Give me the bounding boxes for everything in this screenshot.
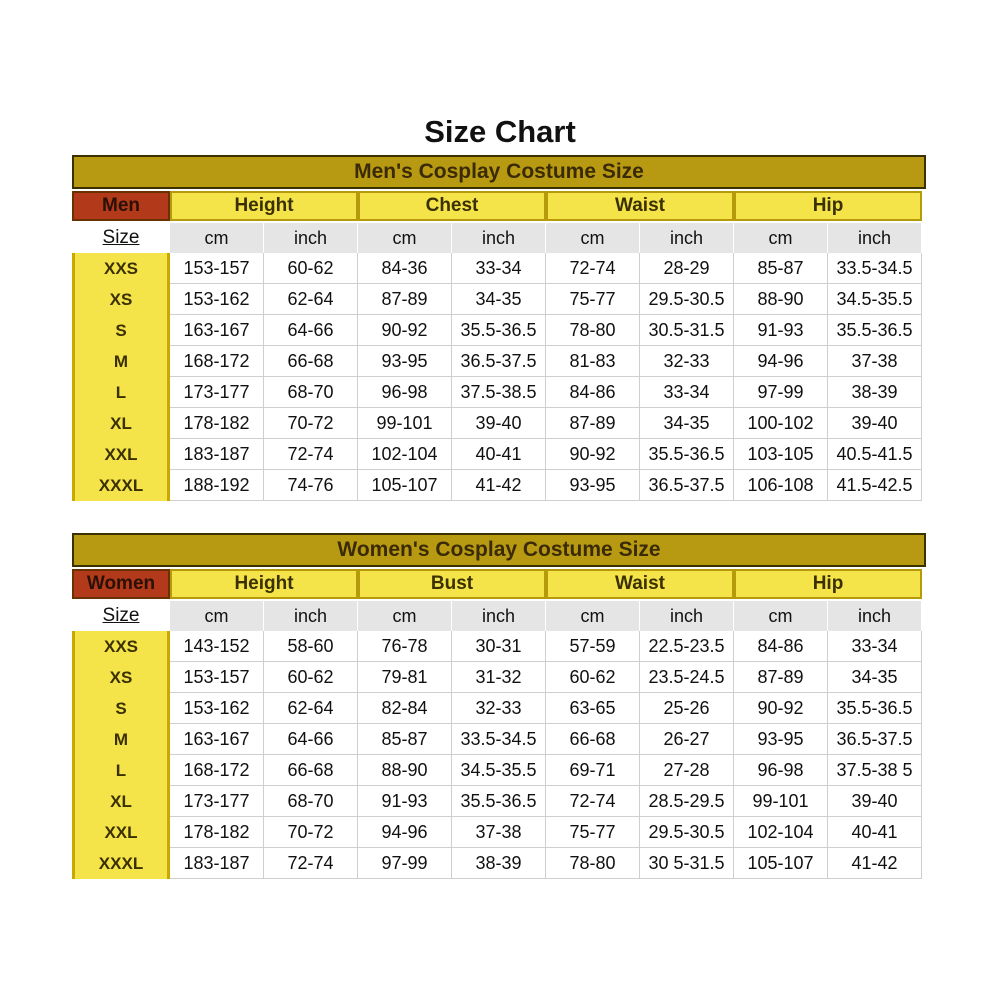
measurement-cell: 78-80: [546, 848, 640, 879]
size-label: XL: [72, 408, 170, 439]
measurement-cell: 41-42: [828, 848, 922, 879]
measurement-cell: 32-33: [452, 693, 546, 724]
measurement-cell: 173-177: [170, 377, 264, 408]
table-row: [72, 817, 926, 848]
measurement-cell: 163-167: [170, 315, 264, 346]
measurement-cell: 74-76: [264, 470, 358, 501]
measurement-cell: 35.5-36.5: [828, 315, 922, 346]
measurement-cell: 62-64: [264, 284, 358, 315]
size-label: XXS: [72, 253, 170, 284]
measurement-cell: 64-66: [264, 724, 358, 755]
measurement-cell: 85-87: [358, 724, 452, 755]
women-group-waist: Waist: [546, 569, 734, 599]
measurement-cell: 60-62: [546, 662, 640, 693]
measurement-cell: 26-27: [640, 724, 734, 755]
men-group-waist: Waist: [546, 191, 734, 221]
unit-label: inch: [640, 223, 734, 253]
measurement-cell: 183-187: [170, 848, 264, 879]
unit-label: cm: [170, 223, 264, 253]
measurement-cell: 64-66: [264, 315, 358, 346]
measurement-cell: 88-90: [734, 284, 828, 315]
unit-label: cm: [170, 601, 264, 631]
measurement-cell: 91-93: [358, 786, 452, 817]
measurement-cell: 84-36: [358, 253, 452, 284]
measurement-cell: 57-59: [546, 631, 640, 662]
unit-label: inch: [264, 223, 358, 253]
measurement-cell: 35.5-36.5: [452, 786, 546, 817]
measurement-cell: 33-34: [452, 253, 546, 284]
measurement-cell: 153-157: [170, 662, 264, 693]
measurement-cell: 38-39: [828, 377, 922, 408]
measurement-cell: 75-77: [546, 817, 640, 848]
measurement-cell: 76-78: [358, 631, 452, 662]
men-group-height: Height: [170, 191, 358, 221]
measurement-cell: 153-162: [170, 284, 264, 315]
measurement-cell: 66-68: [264, 755, 358, 786]
measurement-cell: 90-92: [734, 693, 828, 724]
measurement-cell: 58-60: [264, 631, 358, 662]
size-label: M: [72, 346, 170, 377]
measurement-cell: 38-39: [452, 848, 546, 879]
unit-label: inch: [828, 223, 922, 253]
measurement-cell: 102-104: [358, 439, 452, 470]
measurement-cell: 90-92: [546, 439, 640, 470]
unit-label: inch: [452, 223, 546, 253]
table-row: [72, 346, 926, 377]
measurement-cell: 96-98: [358, 377, 452, 408]
measurement-cell: 66-68: [546, 724, 640, 755]
measurement-cell: 183-187: [170, 439, 264, 470]
table-row: [72, 848, 926, 879]
measurement-cell: 62-64: [264, 693, 358, 724]
measurement-cell: 93-95: [734, 724, 828, 755]
women-unit-row: [72, 601, 926, 631]
measurement-cell: 40.5-41.5: [828, 439, 922, 470]
measurement-cell: 81-83: [546, 346, 640, 377]
table-row: [72, 439, 926, 470]
measurement-cell: 41.5-42.5: [828, 470, 922, 501]
size-label: XS: [72, 284, 170, 315]
measurement-cell: 82-84: [358, 693, 452, 724]
measurement-cell: 66-68: [264, 346, 358, 377]
measurement-cell: 168-172: [170, 346, 264, 377]
measurement-cell: 88-90: [358, 755, 452, 786]
table-row: [72, 377, 926, 408]
measurement-cell: 31-32: [452, 662, 546, 693]
unit-label: cm: [358, 601, 452, 631]
measurement-cell: 68-70: [264, 786, 358, 817]
size-label: M: [72, 724, 170, 755]
measurement-cell: 102-104: [734, 817, 828, 848]
measurement-cell: 28-29: [640, 253, 734, 284]
measurement-cell: 35.5-36.5: [452, 315, 546, 346]
measurement-cell: 93-95: [358, 346, 452, 377]
table-row: [72, 470, 926, 501]
measurement-cell: 39-40: [828, 786, 922, 817]
size-label: XXXL: [72, 470, 170, 501]
measurement-cell: 72-74: [546, 786, 640, 817]
unit-label: cm: [546, 601, 640, 631]
table-row: [72, 284, 926, 315]
measurement-cell: 39-40: [828, 408, 922, 439]
men-size-table: [72, 155, 926, 501]
measurement-cell: 34-35: [452, 284, 546, 315]
measurement-cell: 63-65: [546, 693, 640, 724]
unit-label: inch: [640, 601, 734, 631]
measurement-cell: 40-41: [452, 439, 546, 470]
measurement-cell: 103-105: [734, 439, 828, 470]
measurement-cell: 36.5-37.5: [640, 470, 734, 501]
measurement-cell: 178-182: [170, 408, 264, 439]
table-row: [72, 253, 926, 284]
measurement-cell: 36.5-37.5: [452, 346, 546, 377]
size-label: XS: [72, 662, 170, 693]
unit-label: inch: [264, 601, 358, 631]
measurement-cell: 37.5-38.5: [452, 377, 546, 408]
women-size-table: [72, 533, 926, 879]
men-table-body: [72, 253, 926, 501]
measurement-cell: 78-80: [546, 315, 640, 346]
measurement-cell: 34.5-35.5: [452, 755, 546, 786]
measurement-cell: 90-92: [358, 315, 452, 346]
women-label: Women: [72, 569, 170, 599]
measurement-cell: 99-101: [734, 786, 828, 817]
size-label: XL: [72, 786, 170, 817]
table-row: [72, 786, 926, 817]
measurement-cell: 25-26: [640, 693, 734, 724]
measurement-cell: 69-71: [546, 755, 640, 786]
measurement-cell: 79-81: [358, 662, 452, 693]
measurement-cell: 100-102: [734, 408, 828, 439]
size-label: L: [72, 755, 170, 786]
measurement-cell: 68-70: [264, 377, 358, 408]
measurement-cell: 34-35: [828, 662, 922, 693]
size-label: XXS: [72, 631, 170, 662]
men-table-banner: Men's Cosplay Costume Size: [72, 155, 926, 189]
measurement-cell: 105-107: [734, 848, 828, 879]
measurement-cell: 29.5-30.5: [640, 817, 734, 848]
measurement-cell: 85-87: [734, 253, 828, 284]
unit-label: inch: [828, 601, 922, 631]
measurement-cell: 168-172: [170, 755, 264, 786]
measurement-cell: 30.5-31.5: [640, 315, 734, 346]
measurement-cell: 70-72: [264, 408, 358, 439]
measurement-cell: 35.5-36.5: [640, 439, 734, 470]
measurement-cell: 188-192: [170, 470, 264, 501]
women-group-hip: Hip: [734, 569, 922, 599]
women-group-bust: Bust: [358, 569, 546, 599]
measurement-cell: 32-33: [640, 346, 734, 377]
measurement-cell: 37-38: [452, 817, 546, 848]
measurement-cell: 60-62: [264, 662, 358, 693]
table-row: [72, 693, 926, 724]
measurement-cell: 36.5-37.5: [828, 724, 922, 755]
measurement-cell: 72-74: [264, 848, 358, 879]
measurement-cell: 72-74: [546, 253, 640, 284]
women-table-banner: Women's Cosplay Costume Size: [72, 533, 926, 567]
unit-label: cm: [546, 223, 640, 253]
measurement-cell: 93-95: [546, 470, 640, 501]
measurement-cell: 96-98: [734, 755, 828, 786]
measurement-cell: 22.5-23.5: [640, 631, 734, 662]
measurement-cell: 37.5-38 5: [828, 755, 922, 786]
measurement-cell: 106-108: [734, 470, 828, 501]
measurement-cell: 23.5-24.5: [640, 662, 734, 693]
unit-label: cm: [358, 223, 452, 253]
size-label: XXL: [72, 439, 170, 470]
measurement-cell: 178-182: [170, 817, 264, 848]
measurement-cell: 87-89: [546, 408, 640, 439]
measurement-cell: 60-62: [264, 253, 358, 284]
measurement-cell: 33.5-34.5: [452, 724, 546, 755]
women-group-header-row: [72, 567, 926, 601]
measurement-cell: 87-89: [734, 662, 828, 693]
size-label: XXL: [72, 817, 170, 848]
measurement-cell: 33.5-34.5: [828, 253, 922, 284]
table-row: [72, 408, 926, 439]
measurement-cell: 30-31: [452, 631, 546, 662]
measurement-cell: 99-101: [358, 408, 452, 439]
page-title: Size Chart: [424, 114, 576, 149]
measurement-cell: 105-107: [358, 470, 452, 501]
size-label: S: [72, 315, 170, 346]
measurement-cell: 173-177: [170, 786, 264, 817]
size-label: XXXL: [72, 848, 170, 879]
measurement-cell: 70-72: [264, 817, 358, 848]
measurement-cell: 75-77: [546, 284, 640, 315]
men-label: Men: [72, 191, 170, 221]
measurement-cell: 33-34: [640, 377, 734, 408]
table-row: [72, 631, 926, 662]
table-row: [72, 724, 926, 755]
size-label: L: [72, 377, 170, 408]
measurement-cell: 91-93: [734, 315, 828, 346]
women-table-body: [72, 631, 926, 879]
men-unit-row: [72, 223, 926, 253]
measurement-cell: 84-86: [546, 377, 640, 408]
unit-label: cm: [734, 223, 828, 253]
measurement-cell: 97-99: [358, 848, 452, 879]
men-group-hip: Hip: [734, 191, 922, 221]
men-size-column-label: Size: [102, 227, 140, 248]
measurement-cell: 84-86: [734, 631, 828, 662]
measurement-cell: 39-40: [452, 408, 546, 439]
unit-label: cm: [734, 601, 828, 631]
size-label: S: [72, 693, 170, 724]
measurement-cell: 30 5-31.5: [640, 848, 734, 879]
measurement-cell: 28.5-29.5: [640, 786, 734, 817]
measurement-cell: 27-28: [640, 755, 734, 786]
measurement-cell: 87-89: [358, 284, 452, 315]
unit-label: inch: [452, 601, 546, 631]
measurement-cell: 37-38: [828, 346, 922, 377]
table-row: [72, 755, 926, 786]
measurement-cell: 153-157: [170, 253, 264, 284]
measurement-cell: 72-74: [264, 439, 358, 470]
measurement-cell: 143-152: [170, 631, 264, 662]
measurement-cell: 94-96: [358, 817, 452, 848]
measurement-cell: 97-99: [734, 377, 828, 408]
measurement-cell: 35.5-36.5: [828, 693, 922, 724]
measurement-cell: 163-167: [170, 724, 264, 755]
measurement-cell: 40-41: [828, 817, 922, 848]
table-row: [72, 662, 926, 693]
women-size-column-label: Size: [102, 605, 140, 626]
measurement-cell: 153-162: [170, 693, 264, 724]
measurement-cell: 94-96: [734, 346, 828, 377]
women-group-height: Height: [170, 569, 358, 599]
measurement-cell: 33-34: [828, 631, 922, 662]
measurement-cell: 34-35: [640, 408, 734, 439]
measurement-cell: 41-42: [452, 470, 546, 501]
measurement-cell: 29.5-30.5: [640, 284, 734, 315]
measurement-cell: 34.5-35.5: [828, 284, 922, 315]
men-group-header-row: [72, 189, 926, 223]
men-group-chest: Chest: [358, 191, 546, 221]
table-row: [72, 315, 926, 346]
